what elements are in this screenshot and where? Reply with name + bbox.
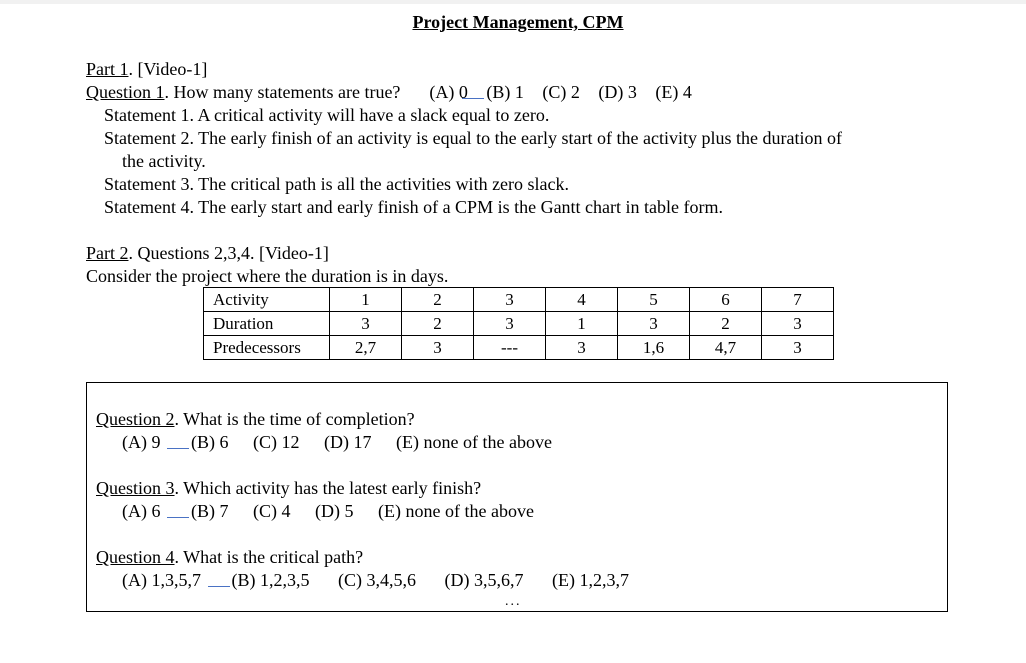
part1-heading-rest: . [Video-1] xyxy=(128,59,208,79)
question-2-label: Question 2 xyxy=(96,409,175,429)
question-3-label: Question 3 xyxy=(96,478,175,498)
predecessors-cell: 3 xyxy=(402,336,474,360)
question-3 xyxy=(96,477,481,500)
activity-cell: 6 xyxy=(690,288,762,312)
q4-option-d: (D) 3,5,6,7 xyxy=(444,570,524,590)
table-row-activity xyxy=(204,288,834,312)
predecessors-cell: 3 xyxy=(762,336,834,360)
q2-option-c: (C) 12 xyxy=(253,432,300,452)
part2-heading xyxy=(86,242,329,265)
activity-table xyxy=(203,287,834,360)
activity-cell: 1 xyxy=(330,288,402,312)
question-4 xyxy=(96,546,363,569)
page-title: Project Management, CPM xyxy=(412,12,624,32)
part2-intro: Consider the project where the duration is in days. xyxy=(86,266,449,286)
question-4-text: . What is the critical path? xyxy=(174,547,364,567)
activity-cell: 2 xyxy=(402,288,474,312)
question-2-text: . What is the time of completion? xyxy=(174,409,415,429)
q3-option-e: (E) none of the above xyxy=(378,501,534,521)
statement-3: Statement 3. The critical path is all the activities with zero slack. xyxy=(104,174,570,194)
q3-option-a: (A) 6 xyxy=(122,501,161,521)
q1-option-b: (B) 1 xyxy=(486,82,524,102)
duration-cell: 1 xyxy=(546,312,618,336)
duration-cell: 3 xyxy=(474,312,546,336)
duration-cell: 2 xyxy=(690,312,762,336)
q3-option-c: (C) 4 xyxy=(253,501,291,521)
table-row-predecessors xyxy=(204,336,834,360)
q4-option-e: (E) 1,2,3,7 xyxy=(552,570,629,590)
predecessors-cell: 2,7 xyxy=(330,336,402,360)
q2-option-d: (D) 17 xyxy=(324,432,372,452)
question-4-options xyxy=(122,569,643,592)
top-edge xyxy=(0,0,1026,4)
question-2-options xyxy=(122,431,566,454)
activity-cell: 4 xyxy=(546,288,618,312)
question-2 xyxy=(96,408,415,431)
q2-option-a: (A) 9 xyxy=(122,432,161,452)
ellipsis: ... xyxy=(505,594,522,609)
duration-cell: 2 xyxy=(402,312,474,336)
part1-heading xyxy=(86,58,207,81)
part2-heading-label: Part 2 xyxy=(86,243,129,263)
row-header-duration: Duration xyxy=(204,312,330,336)
activity-cell: 3 xyxy=(474,288,546,312)
row-header-activity: Activity xyxy=(204,288,330,312)
q4-option-c: (C) 3,4,5,6 xyxy=(338,570,416,590)
q2-option-e: (E) none of the above xyxy=(396,432,552,452)
statement-4: Statement 4. The early start and early finish of a CPM is the Gantt chart in table form. xyxy=(104,197,724,217)
statement-2-continued: the activity. xyxy=(122,151,206,171)
question-1-text: . How many statements are true? xyxy=(164,82,401,102)
question-4-label: Question 4 xyxy=(96,547,175,567)
part2-heading-rest: . Questions 2,3,4. [Video-1] xyxy=(128,243,329,263)
question-3-text: . Which activity has the latest early finish? xyxy=(174,478,482,498)
q3-option-b: (B) 7 xyxy=(191,501,229,521)
activity-cell: 5 xyxy=(618,288,690,312)
question-3-options xyxy=(122,500,548,523)
q2-option-b: (B) 6 xyxy=(191,432,229,452)
q1-option-e: (E) 4 xyxy=(655,82,692,102)
q1-option-a: (A) 0 xyxy=(429,82,468,102)
q1-option-c: (C) 2 xyxy=(542,82,580,102)
duration-cell: 3 xyxy=(330,312,402,336)
statement-1: Statement 1. A critical activity will have a slack equal to zero. xyxy=(104,105,550,125)
part1-heading-label: Part 1 xyxy=(86,59,129,79)
activity-cell: 7 xyxy=(762,288,834,312)
q3-option-d: (D) 5 xyxy=(315,501,354,521)
question-1 xyxy=(86,81,706,104)
q4-option-b: (B) 1,2,3,5 xyxy=(231,570,310,590)
question-1-label: Question 1 xyxy=(86,82,165,102)
duration-cell: 3 xyxy=(762,312,834,336)
table-row-duration xyxy=(204,312,834,336)
predecessors-cell: --- xyxy=(474,336,546,360)
row-header-predecessors: Predecessors xyxy=(204,336,330,360)
duration-cell: 3 xyxy=(618,312,690,336)
q4-option-a: (A) 1,3,5,7 xyxy=(122,570,201,590)
q1-option-d: (D) 3 xyxy=(598,82,637,102)
statement-2: Statement 2. The early finish of an activity is equal to the early start of the activity plus the duration of xyxy=(104,128,842,148)
predecessors-cell: 3 xyxy=(546,336,618,360)
predecessors-cell: 4,7 xyxy=(690,336,762,360)
predecessors-cell: 1,6 xyxy=(618,336,690,360)
